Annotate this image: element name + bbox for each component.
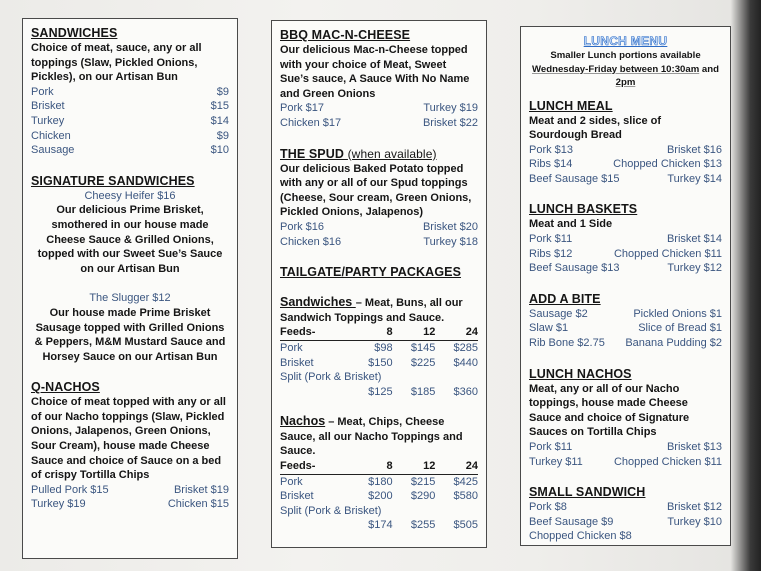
price-item-right: Chopped Chicken $11 <box>613 455 722 468</box>
table-cell: $185 <box>410 385 436 398</box>
split-label: Split (Pork & Brisket) <box>280 504 382 517</box>
spacer <box>280 249 478 264</box>
section-title: TAILGATE/PARTY PACKAGES <box>280 265 462 280</box>
section-title: THE SPUD <box>280 146 348 161</box>
package-table-row <box>280 489 478 504</box>
price-row <box>31 85 229 100</box>
spacer <box>280 280 478 295</box>
price-item-left: Chopped Chicken $8 <box>529 530 632 543</box>
price-item-left: Pork <box>31 85 54 98</box>
table-cell: $285 <box>453 341 478 354</box>
price-row <box>529 455 722 470</box>
package-split-label-row <box>280 504 478 519</box>
section-description: Choice of meat, sauce, any or all toppings (Slaw, Pickled Onions, Pickles), on our Artisan Bun <box>31 42 202 84</box>
section-note: (when available) <box>347 146 437 161</box>
spacer <box>529 351 722 366</box>
price-item-right: Brisket $19 <box>173 483 229 496</box>
price-item-left: Turkey <box>31 114 65 127</box>
price-item-left: Ribs $12 <box>529 247 573 260</box>
table-cell: $360 <box>453 385 478 398</box>
table-header-cell: 8 <box>386 460 393 473</box>
price-item-right: Brisket $12 <box>666 501 722 514</box>
table-cell: Brisket <box>280 490 314 503</box>
section-heading-lunch-meal <box>529 98 722 114</box>
section-heading-signature-sandwiches <box>31 173 229 189</box>
availability-text: 2pm <box>615 77 636 88</box>
section-description: Meat and 1 Side <box>529 218 613 231</box>
price-row <box>31 114 229 129</box>
section-heading-q-nachos <box>31 379 229 395</box>
price-item-right: Turkey $12 <box>667 262 722 275</box>
lunch-availability-note <box>529 49 722 90</box>
package-description: – Meat, Buns, all our Sandwich Toppings and Sauce. <box>280 297 463 324</box>
price-row <box>529 440 722 455</box>
availability-text: and <box>699 63 719 75</box>
table-header-cell: Feeds- <box>280 326 316 339</box>
package-split-label-row <box>280 370 478 385</box>
price-item-right: Brisket $22 <box>422 116 478 129</box>
price-row <box>280 235 478 250</box>
package-table-row <box>280 475 478 490</box>
availability-text: Smaller Lunch portions available <box>550 50 701 61</box>
price-item-left: Slaw $1 <box>529 322 569 335</box>
price-row <box>529 307 722 322</box>
table-cell: Pork <box>280 475 303 488</box>
item-description: Our house made Prime Brisket Sausage topped with Grilled Onions & Peppers, M&M Mustard Sauce and Horsey Sauce on our Artisan Bun <box>34 306 226 363</box>
price-row <box>529 261 722 276</box>
price-item-left: Beef Sausage $15 <box>529 172 620 185</box>
price-item-right: $10 <box>210 144 229 157</box>
spacer <box>280 399 478 414</box>
section-heading-tailgate-party-packages <box>280 264 478 280</box>
table-cell: Brisket <box>280 356 314 369</box>
price-row <box>529 500 722 515</box>
price-item-right: Brisket $14 <box>666 233 722 246</box>
price-row <box>280 116 478 131</box>
table-cell-empty <box>280 385 350 400</box>
table-cell: $150 <box>368 356 393 369</box>
price-item-left: Pulled Pork $15 <box>31 483 109 496</box>
signature-item-name-price: The Slugger $12 <box>89 292 171 305</box>
table-header-cell: Feeds- <box>280 460 316 473</box>
package-split-price-row <box>280 385 478 400</box>
price-item-left: Chicken $16 <box>280 235 342 248</box>
table-cell: Pork <box>280 341 303 354</box>
table-cell: $98 <box>374 341 393 354</box>
price-item-left: Pork $11 <box>529 233 573 246</box>
table-cell: $180 <box>368 475 393 488</box>
section-description: Meat and 2 sides, slice of Sourdough Bread <box>529 114 662 142</box>
price-row <box>529 172 722 187</box>
price-row <box>529 143 722 158</box>
price-row <box>31 129 229 144</box>
table-cell: $125 <box>368 385 393 398</box>
table-header-cell: 12 <box>423 460 436 473</box>
section-title: Q-NACHOS <box>31 380 100 395</box>
table-cell: $215 <box>410 475 436 488</box>
price-item-left: Chicken <box>31 129 71 142</box>
package-title: Nachos <box>280 414 326 429</box>
price-row <box>529 157 722 172</box>
package-heading <box>280 414 478 459</box>
section-title: SANDWICHES <box>31 26 118 40</box>
price-item-right: Slice of Bread $1 <box>638 322 722 335</box>
lunch-menu-title: LUNCH MENU <box>583 34 668 48</box>
price-row <box>529 321 722 336</box>
price-item-left: Beef Sausage $9 <box>529 515 614 528</box>
table-header-cell: 24 <box>465 460 478 473</box>
section-title: BBQ MAC-N-CHEESE <box>280 28 411 42</box>
section-title: LUNCH MEAL <box>529 98 613 113</box>
price-item-right: Turkey $10 <box>667 515 722 528</box>
package-table-header <box>280 459 478 475</box>
table-cell: $580 <box>453 490 478 503</box>
spacer <box>529 469 722 484</box>
section-heading-bbq-mac-n-cheese <box>280 27 478 43</box>
table-cell: $145 <box>410 341 436 354</box>
menu-panel-left <box>22 18 238 559</box>
table-cell: $255 <box>410 519 436 532</box>
price-row <box>280 220 478 235</box>
section-heading-small-sandwich <box>529 484 722 500</box>
spacer <box>31 276 229 291</box>
price-item-left: Turkey $11 <box>529 455 583 468</box>
table-cell: $200 <box>368 490 393 503</box>
table-cell: $290 <box>410 490 436 503</box>
price-item-right: Turkey $18 <box>423 235 478 248</box>
package-description: – Meat, Chips, Cheese Sauce, all our Nacho Toppings and Sauce. <box>280 416 463 458</box>
price-item-right: Banana Pudding $2 <box>625 337 722 350</box>
price-item-right: Turkey $19 <box>423 102 478 115</box>
section-title: ADD A BITE <box>529 291 601 306</box>
package-heading <box>280 295 478 325</box>
price-item-left: Pork $16 <box>280 220 325 233</box>
price-item-left: Pork $11 <box>529 441 573 453</box>
spacer <box>529 186 722 201</box>
table-cell: $505 <box>453 519 478 532</box>
price-item-left: Brisket <box>31 100 65 113</box>
price-row <box>529 515 722 530</box>
price-item-right: Brisket $13 <box>666 441 722 453</box>
price-item-left: Turkey $19 <box>31 498 86 511</box>
section-description: Choice of meat topped with any or all of our Nacho toppings (Slaw, Pickled Onions, Jalapenos, Green Onions, Sour Cream), house made Cheese Sauce and choice of Sauce on a bed of crispy Tortilla Chips <box>31 396 226 482</box>
section-heading-lunch-nachos <box>529 366 722 382</box>
table-cell: $440 <box>453 356 478 369</box>
section-title: LUNCH NACHOS <box>529 366 632 381</box>
price-row <box>31 143 229 158</box>
price-item-left: Ribs $14 <box>529 158 573 171</box>
price-item-left: Beef Sausage $13 <box>529 262 620 275</box>
section-heading-add-a-bite <box>529 291 722 307</box>
price-item-right: $9 <box>216 85 229 98</box>
price-item-right: Chicken $15 <box>167 498 229 511</box>
spacer <box>31 158 229 173</box>
table-header-cell: 8 <box>386 326 393 339</box>
signature-item-name-price: Cheesy Heifer $16 <box>84 189 176 202</box>
menu-panel-lunch <box>520 26 731 546</box>
section-heading-sandwiches <box>31 25 229 41</box>
table-cell: $225 <box>410 356 436 369</box>
price-item-right: Brisket $20 <box>422 220 478 233</box>
split-label: Split (Pork & Brisket) <box>280 371 382 384</box>
price-item-right: Chopped Chicken $13 <box>613 158 722 171</box>
price-item-left: Sausage $2 <box>529 307 588 320</box>
price-item-left: Pork $17 <box>280 102 325 115</box>
price-item-left: Pork $8 <box>529 501 567 514</box>
price-item-right: $9 <box>216 129 229 142</box>
price-row <box>529 247 722 262</box>
price-item-right: $14 <box>210 114 229 127</box>
table-cell: $174 <box>368 519 393 532</box>
table-header-cell: 12 <box>423 326 436 339</box>
spacer <box>529 276 722 291</box>
price-item-right: Pickled Onions $1 <box>633 307 722 320</box>
price-item-left: Chicken $17 <box>280 116 342 129</box>
price-row <box>529 336 722 351</box>
spacer <box>280 131 478 146</box>
price-row <box>529 529 722 544</box>
spacer <box>31 364 229 379</box>
menu-panel-middle <box>271 20 487 548</box>
package-split-price-row <box>280 518 478 533</box>
price-row <box>529 232 722 247</box>
section-description: Our delicious Mac-n-Cheese topped with your choice of Meat, Sweet Sue’s sauce, A Sauce With No Name and Green Onions <box>280 44 470 100</box>
package-table-row <box>280 356 478 371</box>
table-cell-empty <box>280 518 350 533</box>
price-row <box>31 483 229 498</box>
price-item-right: Turkey $14 <box>667 172 722 185</box>
price-row <box>31 497 229 512</box>
price-item-right: Chopped Chicken $11 <box>613 247 722 260</box>
section-heading-lunch-baskets <box>529 201 722 217</box>
price-item-right: $15 <box>210 100 229 113</box>
availability-text: Wednesday-Friday between 10:30am <box>532 63 700 75</box>
price-item-right: Brisket $16 <box>666 143 722 156</box>
section-heading-the-spud <box>280 146 478 162</box>
package-table-row <box>280 341 478 356</box>
section-description: Meat, any or all of our Nacho toppings, house made Cheese Sauce and choice of Signature Sauces on Tortilla Chips <box>529 382 690 439</box>
table-header-cell: 24 <box>465 326 478 339</box>
table-cell: $425 <box>453 475 478 488</box>
item-description: Our delicious Prime Brisket, smothered in our house made Cheese Sauce & Grilled Onions, topped with our Sweet Sue’s Sauce on our Artisan Bun <box>37 204 223 275</box>
section-description: Our delicious Baked Potato topped with any or all of our Spud toppings (Cheese, Sour cream, Green Onions, Pickled Onions, Jalapenos) <box>280 162 472 219</box>
price-item-left: Rib Bone $2.75 <box>529 337 605 350</box>
package-title: Sandwiches <box>280 295 356 310</box>
price-row <box>280 101 478 116</box>
package-table-header <box>280 325 478 341</box>
section-title: SMALL SANDWICH <box>529 485 646 500</box>
section-title: LUNCH BASKETS <box>529 202 638 217</box>
spacer <box>529 90 722 98</box>
price-row <box>31 99 229 114</box>
price-item-left: Sausage <box>31 144 75 157</box>
section-title: SIGNATURE SANDWICHES <box>31 173 195 188</box>
price-item-left: Pork $13 <box>529 143 574 156</box>
